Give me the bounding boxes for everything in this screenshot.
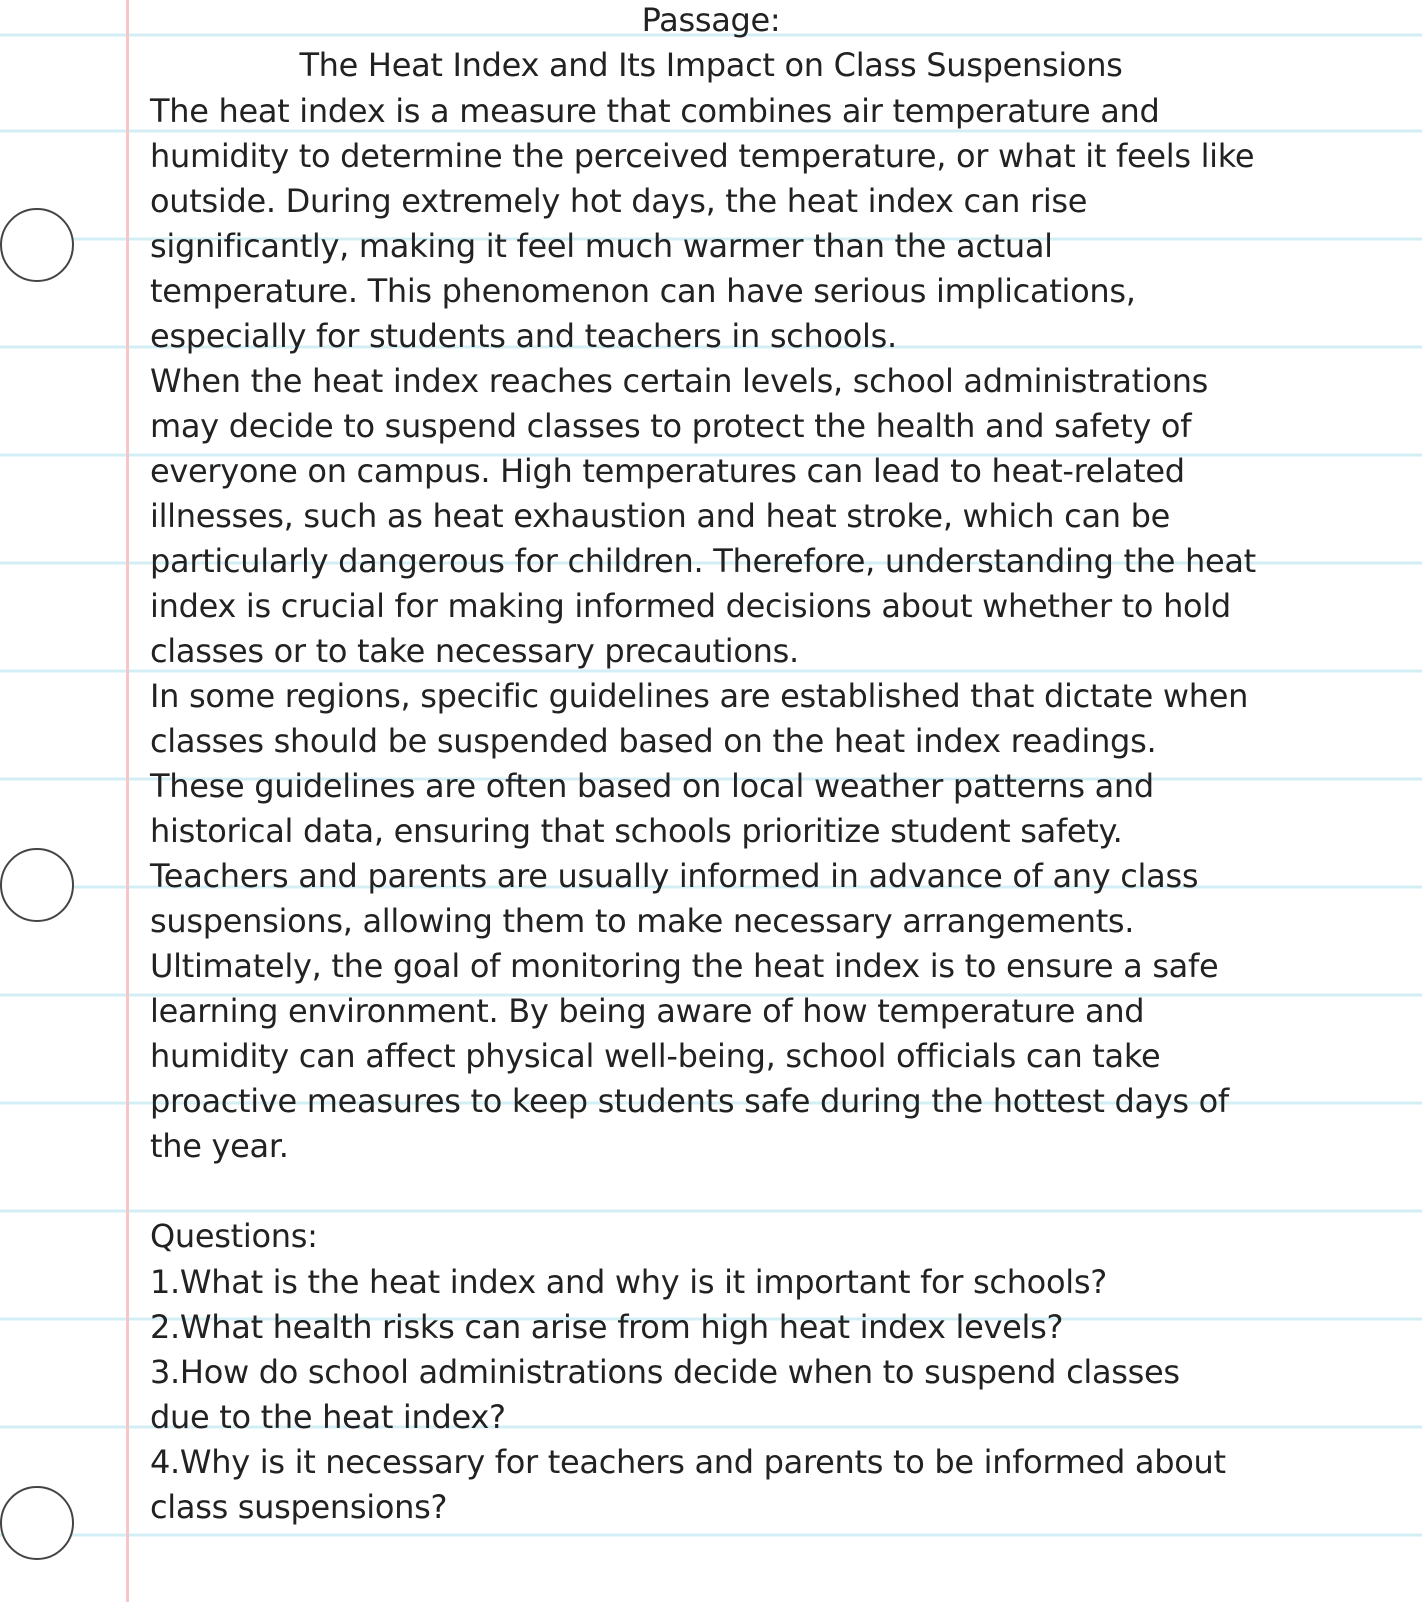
paragraph-2-line-5: particularly dangerous for children. Therefore, understanding the heat xyxy=(150,542,1256,580)
paragraph-2-line-7: classes or to take necessary precautions. xyxy=(150,632,799,670)
question-4-line-1: 4.Why is it necessary for teachers and parents to be informed about xyxy=(150,1443,1226,1481)
paragraph-1-line-2: humidity to determine the perceived temperature, or what it feels like xyxy=(150,137,1255,175)
paragraph-2-line-2: may decide to suspend classes to protect the health and safety of xyxy=(150,407,1192,445)
margin-line xyxy=(126,0,129,1602)
binder-hole-top xyxy=(0,208,74,282)
questions-label: Questions: xyxy=(150,1217,318,1255)
paragraph-1-line-3: outside. During extremely hot days, the heat index can rise xyxy=(150,182,1088,220)
passage-title: The Heat Index and Its Impact on Class Suspensions xyxy=(299,46,1123,84)
paragraph-2-line-6: index is crucial for making informed decisions about whether to hold xyxy=(150,587,1231,625)
paragraph-3-line-1: In some regions, specific guidelines are established that dictate when xyxy=(150,677,1249,715)
paragraph-2-line-1: When the heat index reaches certain levels, school administrations xyxy=(150,362,1209,400)
question-3-line-2: due to the heat index? xyxy=(150,1398,506,1436)
paragraph-3-line-6: suspensions, allowing them to make necessary arrangements. xyxy=(150,902,1135,940)
paragraph-4-line-5: the year. xyxy=(150,1127,289,1165)
paragraph-3-line-5: Teachers and parents are usually informed in advance of any class xyxy=(150,857,1199,895)
question-1: 1.What is the heat index and why is it important for schools? xyxy=(150,1263,1107,1301)
paragraph-4-line-4: proactive measures to keep students safe during the hottest days of xyxy=(150,1082,1229,1120)
binder-hole-middle xyxy=(0,848,74,922)
paragraph-1-line-1: The heat index is a measure that combines air temperature and xyxy=(150,92,1160,130)
question-2: 2.What health risks can arise from high heat index levels? xyxy=(150,1308,1064,1346)
question-4-line-2: class suspensions? xyxy=(150,1488,448,1526)
paragraph-2-line-3: everyone on campus. High temperatures can lead to heat-related xyxy=(150,452,1185,490)
paragraph-1-line-4: significantly, making it feel much warmer than the actual xyxy=(150,227,1053,265)
paragraph-4-line-2: learning environment. By being aware of how temperature and xyxy=(150,992,1145,1030)
paragraph-3-line-4: historical data, ensuring that schools prioritize student safety. xyxy=(150,812,1123,850)
paragraph-4-line-3: humidity can affect physical well-being, school officials can take xyxy=(150,1037,1161,1075)
paragraph-3-line-3: These guidelines are often based on local weather patterns and xyxy=(150,767,1154,805)
paragraph-4-line-1: Ultimately, the goal of monitoring the heat index is to ensure a safe xyxy=(150,947,1219,985)
paragraph-1-line-5: temperature. This phenomenon can have serious implications, xyxy=(150,272,1136,310)
passage-label: Passage: xyxy=(641,1,781,39)
binder-hole-bottom xyxy=(0,1486,74,1560)
paragraph-1-line-6: especially for students and teachers in schools. xyxy=(150,317,897,355)
question-3-line-1: 3.How do school administrations decide when to suspend classes xyxy=(150,1353,1180,1391)
paragraph-3-line-2: classes should be suspended based on the heat index readings. xyxy=(150,722,1157,760)
paragraph-2-line-4: illnesses, such as heat exhaustion and heat stroke, which can be xyxy=(150,497,1171,535)
